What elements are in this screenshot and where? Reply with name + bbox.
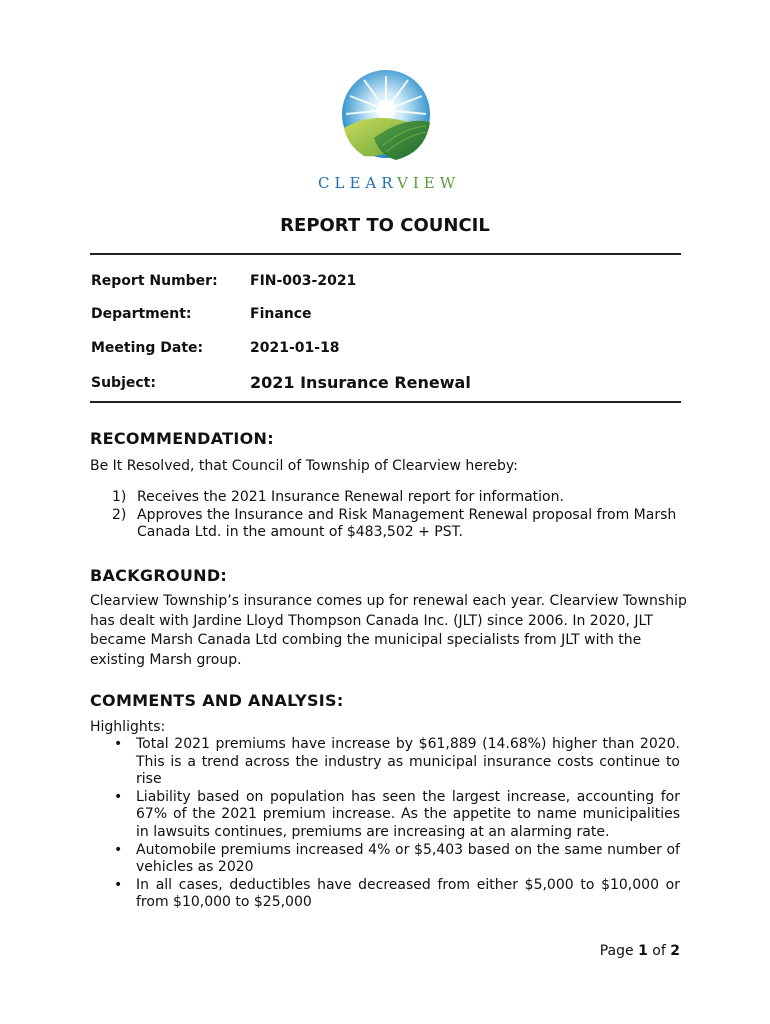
list-item: • Total 2021 premiums have increase by $61,889 (14.68%) higher than 2020. This is a trend across the industry as municipal insurance costs continue to rise — [114, 736, 680, 788]
recommendation-list — [110, 489, 685, 542]
meta-value: 2021 Insurance Renewal — [250, 373, 471, 392]
logo-wordmark: CLEARVIEW — [318, 174, 461, 192]
clearview-logo — [318, 68, 461, 192]
bottom-divider — [90, 401, 681, 403]
meta-label: Report Number: — [91, 273, 218, 289]
meta-value: Finance — [250, 306, 312, 322]
meta-label: Meeting Date: — [91, 340, 204, 356]
list-item: 1) Receives the 2021 Insurance Renewal report for information. — [112, 489, 564, 505]
recommendation-intro: Be It Resolved, that Council of Township of Clearview hereby: — [90, 458, 518, 474]
page-title: REPORT TO COUNCIL — [280, 215, 490, 236]
highlights-list — [112, 736, 680, 912]
bullet-icon: • — [114, 841, 123, 858]
bullet-icon: • — [114, 876, 123, 893]
meta-label: Subject: — [91, 375, 156, 391]
highlights-label: Highlights: — [90, 719, 166, 735]
list-item: • In all cases, deductibles have decreased from either $5,000 to $10,000 or from $10,000 to $25,000 — [114, 876, 680, 911]
sun-fields-icon — [334, 68, 438, 164]
bullet-icon: • — [114, 736, 123, 752]
background-text: Clearview Township’s insurance comes up for renewal each year. Clearview Township has dealt with Jardine Lloyd Thompson Canada Inc. (JLT) since 2006. In 2020, JLT became Marsh Canada Ltd combing the municipal specialists from JLT with the existing Marsh group. — [90, 593, 687, 668]
page-number: Page 1 of 2 — [599, 943, 680, 959]
list-item: • Automobile premiums increased 4% or $5,403 based on the same number of vehicles as 2020 — [114, 841, 680, 876]
comments-heading: COMMENTS AND ANALYSIS: — [90, 691, 344, 710]
meta-value: 2021-01-18 — [250, 340, 340, 356]
bullet-icon: • — [114, 788, 123, 805]
list-item: 2) Approves the Insurance and Risk Management Renewal proposal from Marsh Canada Ltd. in the amount of $483,502 + PST. — [112, 506, 677, 540]
list-item: • Liability based on population has seen the largest increase, accounting for 67% of the 2021 premium increase. As the appetite to name municipalities in lawsuits continues, premiums are increasing at an alarming rate. — [114, 788, 680, 840]
background-heading: BACKGROUND: — [90, 566, 228, 585]
top-divider — [90, 253, 681, 255]
recommendation-heading: RECOMMENDATION: — [90, 429, 274, 448]
meta-value: FIN-003-2021 — [250, 273, 357, 289]
meta-label: Department: — [91, 306, 192, 322]
